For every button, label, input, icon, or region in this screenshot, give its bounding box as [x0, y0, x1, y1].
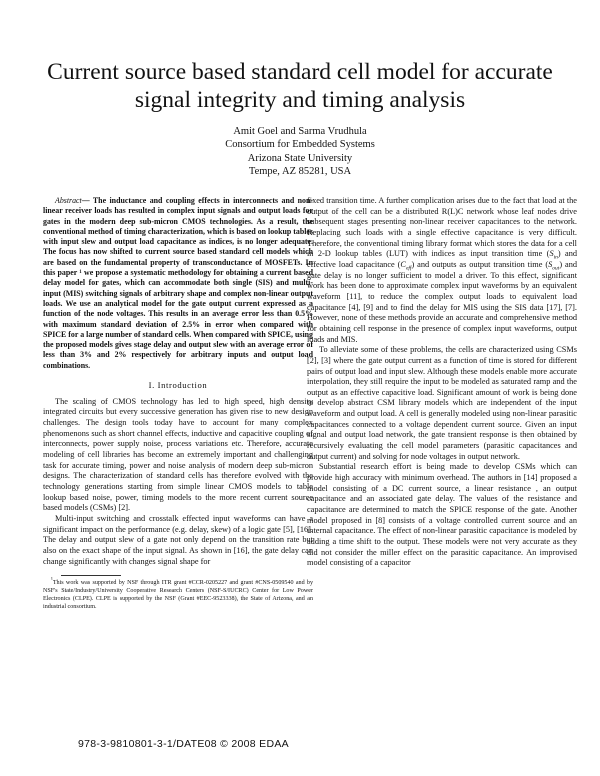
isbn-footer: 978-3-9810801-3-1/DATE08 © 2008 EDAA — [78, 738, 289, 750]
symbol-s-out — [548, 259, 560, 272]
right-paragraph-1 — [307, 196, 577, 345]
symbol-c-eff-base: C — [400, 259, 406, 269]
abstract-label: Abstract — [55, 196, 82, 205]
author-block — [150, 125, 450, 179]
symbol-s-out-base: S — [548, 259, 553, 269]
left-column — [43, 196, 313, 611]
intro-paragraph-1: The scaling of CMOS technology has led to high speed, high density integrated circuits but every successive generation has given rise to new design challenges. The design tools today have to account for many complex phenomenons such as short channel effects, inductive and capacitive coupling of interconnects, power supply noise, process variations etc. Therefore, accurate modeling of cell libraries has become an extremely important and challenging task for accurate timing, power and noise analysis of modern deep sub-micron designs. The characterization of standard cells has therefore evolved with the technology generations starting from simple linear CMOS models to table lookup based noise, power, timing models to the more recent current source based models (CSMs) [2]. — [43, 396, 313, 513]
abstract — [43, 196, 313, 371]
abstract-paragraph — [43, 196, 313, 371]
author-university: Arizona State University — [247, 152, 353, 164]
symbol-c-eff-sub: eff — [405, 265, 412, 272]
right-p1-part-d: ) and gate delay is no longer sufficient to model a driver. To this effect, significant work has been done to approximate complex input waveforms by an equivalent waveform [11], to reduce the complex output loads to equivalent load capacitance [4], [9] and to find the delay for MIS using the SIS data [17], [7]. However, none of these methods provide an accurate and comprehensive method for obtaining cell response in the presence of complex input waveforms, output loads and MIS. — [307, 259, 577, 344]
paper-title: Current source based standard cell model for accurate signal integrity and timing analysis — [47, 59, 553, 113]
footnote-marker: ¹ — [51, 577, 53, 584]
right-column — [307, 196, 577, 569]
right-paragraph-3: Substantial research effort is being made to develop CSMs which can provide high accuracy with minimum overhead. The authors in [14] proposed a model consisting of a DC current source, a linear resistance , an output capacitance and an associated gate delay. The values of the resistance and capacitance are determined to match the SPICE response of the gate. Another model proposed in [8] consists of a voltage controlled current source and an internal capacitance. The effect of non-linear parasitic capacitance is modeled by adding a time shift to the output. These models were not very accurate as they did not consider the miller effect on the parasitic capacitance. An improvised model consisting of a capacitor — [307, 462, 577, 568]
abstract-text: — The inductance and coupling effects in interconnects and non-linear receiver loads has resulted in complex input signals and output loads for gates in the modern deep sub-micron CMOS technologies. As a result, the conventional method of timing characterization, which is based on lookup tables with input slew and output load capacitance as indices, is no longer adequate. The focus has now shifted to current source based standard cell models which are based on the fundamental property of transconductance of MOSFETs. In this paper ¹ we propose a systematic methodology for obtaining a current based delay model for gates, which can accommodate both single (SIS) and multi-input (MIS) switching signals of arbitrary shape and complex non-linear output loads. We use an analytical model for the gate output current expressed as a function of the node voltages. This results in an average error less than 0.5% with maximum standard deviation of 2.5% in error when compared with SPICE for a large number of standard cells. When compared with SPICE, using the proposed models gives stage delay and output slew with an average error of less than 3% and 2% respectively for arbitrary inputs and output load combinations. — [43, 196, 313, 370]
footnote-rule — [61, 575, 121, 576]
section-heading-introduction: I. Introduction — [148, 380, 208, 391]
right-paragraph-2: To alleviate some of these problems, the cells are characterized using CSMs [2], [3] where the gate output current as a function of time is stored for different pairs of output load and input slew. Although these models enable more accurate interpolation, they still require the input to be modeled as saturated ramp and the output as an effective capacitive load. Significant amount of work is being done to develop abstract CSM library models which are independent of the input waveform and output load. A cell is generally modeled using non-linear parasitic capacitances connected to a voltage dependent current source. Given an input signal and output load network, the gate transient response is then obtained by recursively evaluating the cell model parameters (parasitic capacitances and output current) and solving for node voltages in output network. — [307, 345, 577, 461]
right-p1-part-b: ) and effective load capacitance ( — [307, 249, 577, 269]
footnote-paragraph — [43, 577, 313, 611]
symbol-c-eff — [400, 259, 412, 272]
right-p1-part-c: ) and outputs as output transition time ( — [411, 259, 549, 269]
symbol-s-in-sub: in — [553, 254, 558, 261]
author-affiliation: Consortium for Embedded Systems — [225, 139, 375, 151]
symbol-s-in-base: S — [549, 249, 554, 259]
right-p1-part-a: fixed transition time. A further complication arises due to the fact that load at the output of the cell can be a distributed R(L)C network whose leaf nodes drive subsequent stages presenting non-linear receiver capacitances to the network. Replacing such loads with a single effective capacitance is very difficult. Therefore, the conventional timing library format which stores the data for a cell in 2-D lookup tables (LUT) with indices as input transition time ( — [307, 196, 577, 259]
footnote-text: This work was supported by NSF through ITR grant #CCR-0205227 and grant #CNS-0509540 and by NSF's State/Industry/University Cooperative Research Centers (NSF-S/IUCRC) Center for Low Power Electronics (CLPE). CLPE is supported by the NSF (Grant #EEC-9523338), the State of Arizona, and an industrial consortium. — [43, 580, 313, 610]
footnote — [43, 577, 313, 611]
author-names: Amit Goel and Sarma Vrudhula — [233, 126, 367, 137]
author-location: Tempe, AZ 85281, USA — [248, 166, 352, 178]
symbol-s-in — [549, 249, 558, 261]
intro-paragraph-2: Multi-input switching and crosstalk effected input waveforms can have a significant impact on the performance (e.g. delay, skew) of a logic gate [5], [16]. The delay and output slew of a gate not only depend on the transition rate but also on the exact shape of the input signal. As shown in [16], the gate delay can change significantly with changes signal shape for — [43, 513, 313, 566]
symbol-s-out-sub: out — [552, 265, 560, 272]
